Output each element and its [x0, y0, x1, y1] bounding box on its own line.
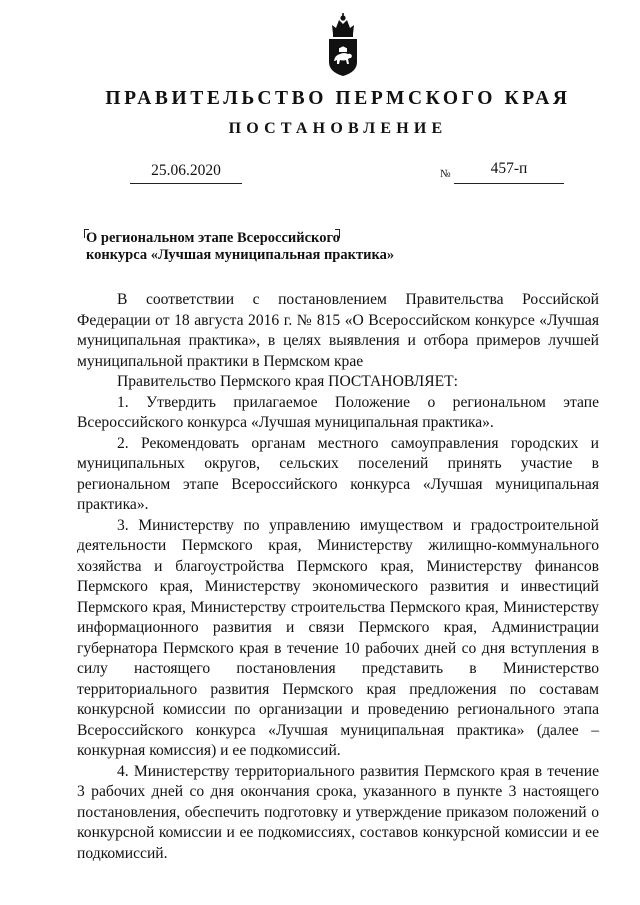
document-subject — [86, 230, 426, 264]
resolves-paragraph: Правительство Пермского края ПОСТАНОВЛЯЕТ: — [117, 373, 458, 390]
item-3-paragraph: 3. Министерству по управлению имуществом и градостроительной деятельности Пермского края, Министерству жилищно-коммунального хозяйства и благоустройства Пермского края, Министерству финансов Пермского края, Министерству экономического развития и инвестиций Пермского края, Министерству строительства Пермского края, Министерству информационного развития и связи Пермского края, Администрации губернатора Пермского края в течение 10 рабочих дней со дня вступления в силу настоящего постановления представить в Министерство территориального развития Пермского края предложения по составам конкурсной комиссии по организации и проведению регионального этапа Всероссийского конкурса «Лучшая муниципальная практика» (далее – конкурная комиссия) и ее подкомиссий. — [77, 516, 599, 759]
item-4-paragraph: 4. Министерству территориального развития Пермского края в течение 3 рабочих дней со дня окончания срока, указанного в пункте 3 настоящего постановления, обеспечить подготовку и утверждение приказом положений о конкурсной комиссии и ее подкомиссиях, составов конкурсной комиссии и ее подкомиссий. — [77, 762, 599, 862]
document-date: 25.06.2020 — [130, 162, 242, 184]
item-1-paragraph: 1. Утвердить прилагаемое Положение о региональном этапе Всероссийского конкурса «Лучшая муниципальная практика». — [77, 393, 599, 431]
document-type: ПОСТАНОВЛЕНИЕ — [228, 120, 448, 137]
document-body — [77, 290, 599, 864]
subject-line-1: О региональном этапе Всероссийского — [86, 230, 340, 246]
number-sign: № — [440, 168, 451, 180]
preamble-paragraph: В соответствии с постановлением Правительства Российской Федерации от 18 августа 2016 г. № 815 «О Всероссийском конкурсе «Лучшая муниципальная практика», в целях выявления и отбора примеров лучшей муниципальной практики в Пермском крае — [77, 291, 599, 370]
document-number: 457-п — [454, 160, 564, 184]
item-2-paragraph: 2. Рекомендовать органам местного самоуправления городских и муниципальных округов, сельских поселений принять участие в региональном этапе Всероссийского конкурса «Лучшая муниципальная практика». — [77, 434, 599, 513]
coat-of-arms-icon — [326, 12, 360, 78]
organization-title: ПРАВИТЕЛЬСТВО ПЕРМСКОГО КРАЯ — [105, 88, 571, 109]
subject-line-2: конкурса «Лучшая муниципальная практика» — [86, 247, 395, 263]
